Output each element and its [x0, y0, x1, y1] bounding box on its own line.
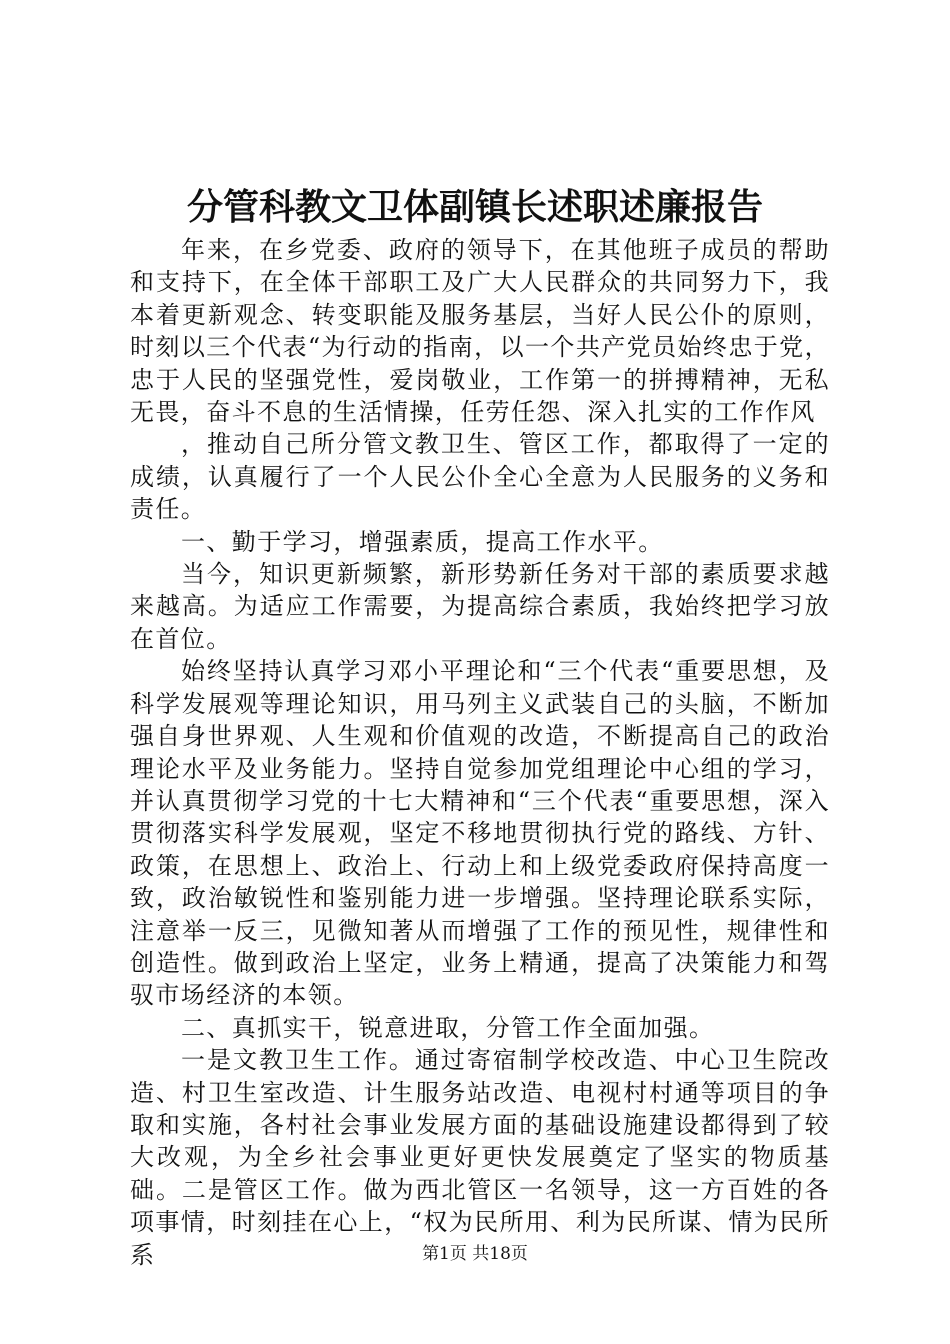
paragraph-work: 一是文教卫生工作。通过寄宿制学校改造、中心卫生院改造、村卫生室改造、计生服务站改造、电视村村通等项目的争取和实施，各村社会事业发展方面的基础设施建设都得到了较大改观，为全乡社会事业更好更快发展奠定了坚实的物质基础。二是管区工作。做为西北管区一名领导，这一方百姓的各项事情，时刻挂在心上，“权为民所用、利为民所谋、情为民所系: [130, 1046, 830, 1269]
paragraph-learning: 当今，知识更新频繁，新形势新任务对干部的素质要求越来越高。为适应工作需要，为提高综合素质，我始终把学习放在首位。: [130, 560, 830, 653]
paragraph-theory: 始终坚持认真学习邓小平理论和“三个代表“重要思想，及科学发展观等理论知识，用马列主义武装自己的头脑，不断加强自身世界观、人生观和价值观的改造，不断提高自己的政治理论水平及业务能力。坚持自觉参加党组理论中心组的学习，并认真贯彻学习党的十七大精神和“三个代表“重要思想，深入贯彻落实科学发展观，坚定不移地贯彻执行党的路线、方针、政策，在思想上、政治上、行动上和上级党委政府保持高度一致，政治敏锐性和鉴别能力进一步增强。坚持理论联系实际，注意举一反三，见微知著从而增强了工作的预见性，规律性和创造性。做到政治上坚定，业务上精通，提高了决策能力和驾驭市场经济的本领。: [130, 657, 830, 1010]
paragraph-intro: 年来，在乡党委、政府的领导下，在其他班子成员的帮助和支持下，在全体干部职工及广大人民群众的共同努力下，我本着更新观念、转变职能及服务基层，当好人民公仆的原则，时刻以三个代表“为行动的指南，以一个共产党员始终忠于党，忠于人民的坚强党性，爱岗敬业，工作第一的拼搏精神，无私无畏，奋斗不息的生活情操，任劳任怨、深入扎实的工作作风: [130, 236, 830, 427]
document-body: [130, 234, 830, 1271]
paragraph-intro-continued: ，推动自己所分管文教卫生、管区工作，都取得了一定的成绩，认真履行了一个人民公仆全心全意为人民服务的义务和责任。: [130, 430, 830, 524]
section-heading-2: 二、真抓实干，锐意进取，分管工作全面加强。: [181, 1013, 715, 1042]
page-footer: 第1页 共18页: [422, 1244, 528, 1264]
section-heading-1: 一、勤于学习，增强素质，提高工作水平。: [181, 527, 664, 556]
document-title: 分管科教文卫体副镇长述职述廉报告: [186, 186, 763, 228]
